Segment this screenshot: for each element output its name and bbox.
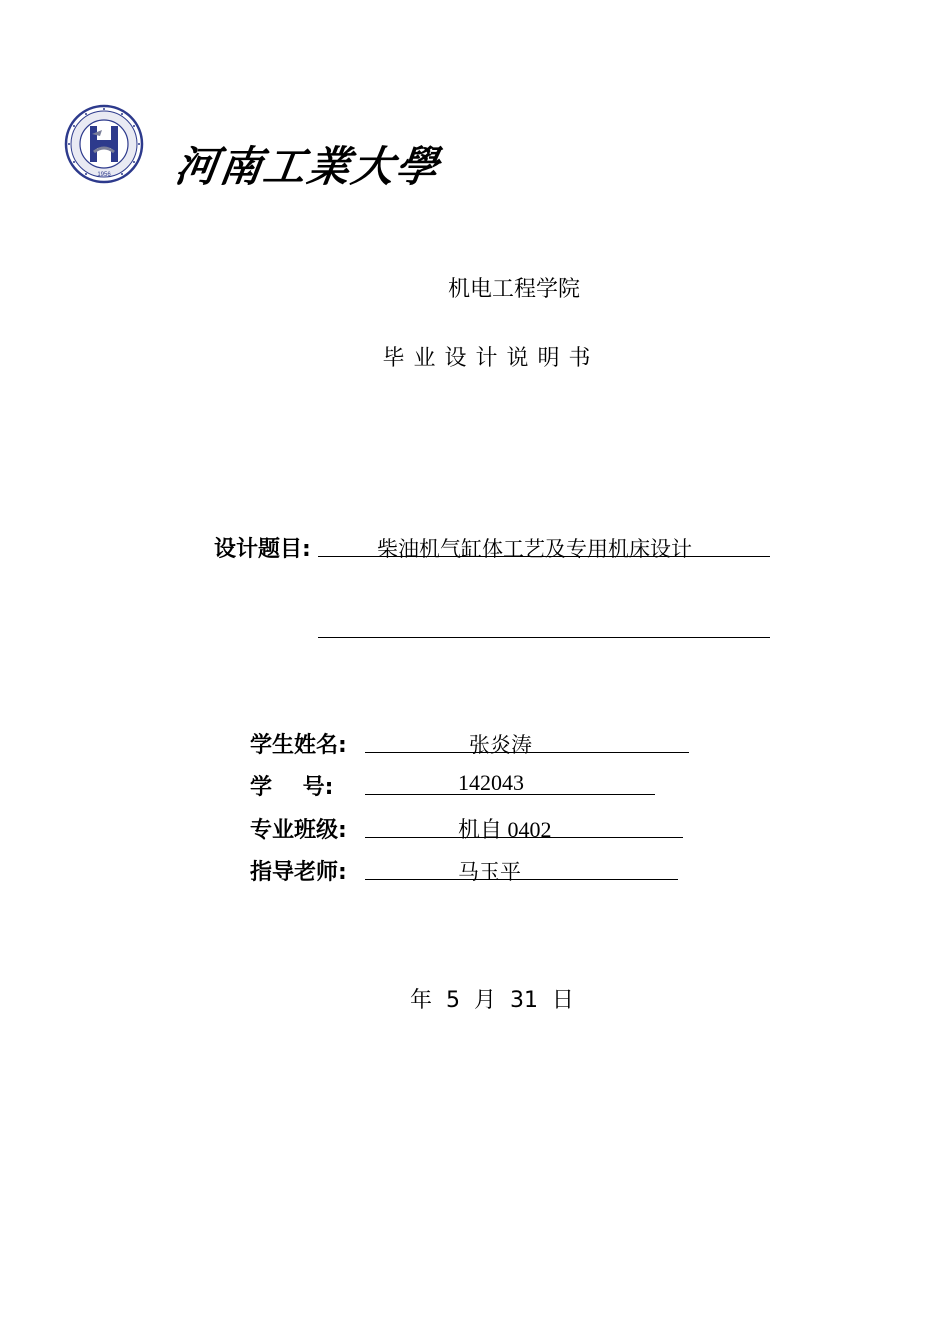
topic-label: 设计题目: xyxy=(214,537,311,562)
advisor-value: 马玉平 xyxy=(458,860,521,884)
advisor-label: 指导老师: xyxy=(250,860,347,885)
student-name-value: 张炎涛 xyxy=(469,733,532,757)
document-type-title: 毕业设计说明书 xyxy=(382,346,600,371)
student-name-label: 学生姓名: xyxy=(250,733,347,758)
advisor-underline xyxy=(365,855,678,880)
svg-text:1956: 1956 xyxy=(97,172,111,178)
class-value: 机自 0402 xyxy=(458,817,552,842)
topic-underline-second xyxy=(318,637,770,638)
university-seal-icon xyxy=(64,104,144,184)
student-id-label: 学 号: xyxy=(250,775,334,800)
student-id-value: 142043 xyxy=(458,770,524,795)
college-name: 机电工程学院 xyxy=(447,277,580,302)
submission-date: 年 5 月 31 日 xyxy=(410,988,574,1013)
topic-value: 柴油机气缸体工艺及专用机床设计 xyxy=(377,537,692,561)
university-logo xyxy=(64,104,144,184)
university-name-calligraphy: 河南工業大學 xyxy=(172,142,444,191)
class-label: 专业班级: xyxy=(250,818,347,843)
